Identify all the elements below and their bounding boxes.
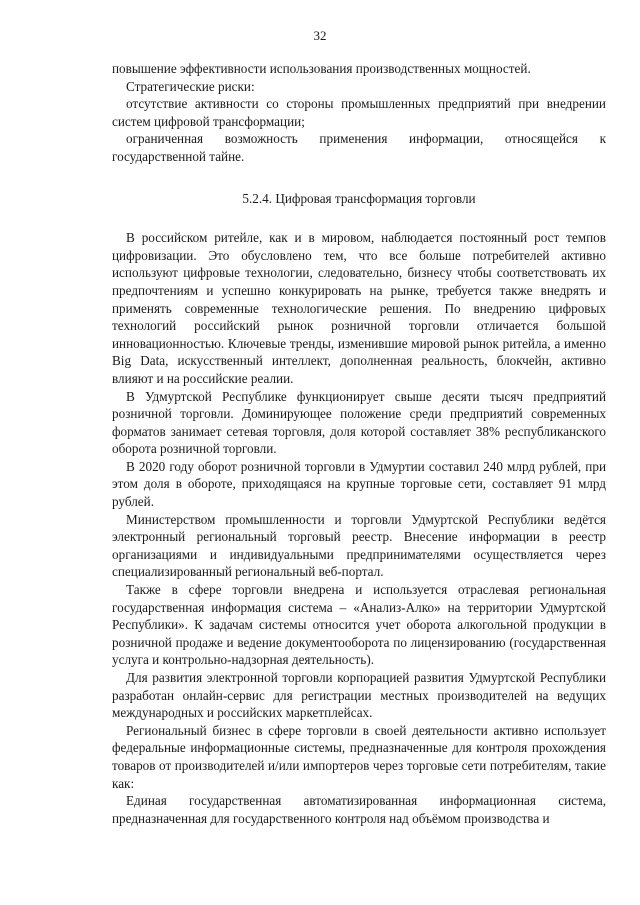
paragraph: Региональный бизнес в сфере торговли в своей деятельности активно использует федеральные информационные системы, предназначенные для контроля прохождения товаров от производителей и/или импортеров через торговые сети потребителям, такие как:: [112, 722, 606, 791]
page-text: [112, 60, 606, 827]
page-number: 32: [313, 28, 327, 43]
section-heading: 5.2.4. Цифровая трансформация торговли: [242, 190, 476, 206]
paragraph: В Удмуртской Республике функционирует свыше десяти тысяч предприятий розничной торговли. Доминирующее положение среди предприятий современных форматов занимает сетевая торговля, доля которой составляет 38% республиканского оборота розничной торговли.: [112, 388, 606, 457]
paragraph: Единая государственная автоматизированная информационная система, предназначенная для государственного контроля над объёмом производства и: [112, 793, 606, 826]
paragraph: Стратегические риски:: [126, 78, 255, 94]
paragraph: ограниченная возможность применения информации, относящейся к государственной тайне.: [112, 131, 606, 164]
paragraph: В российском ритейле, как и в мировом, наблюдается постоянный рост темпов цифровизации. Это обусловлено тем, что все больше потребителей активно используют цифровые технологии, следовательно, бизнесу чтобы соответствовать их предпочтениям и успешно конкурировать на рынке, требуется также внедрять и применять современные технологические решения. По внедрению цифровых технологий российский рынок розничной торговли отличается большой инновационностью. Ключевые тренды, изменившие мировой рынок ритейла, а именно Big Data, искусственный интеллект, дополненная реальность, блокчейн, активно влияют и на российские реалии.: [112, 230, 606, 386]
paragraph: повышение эффективности использования производственных мощностей.: [112, 61, 531, 76]
paragraph: Для развития электронной торговли корпорацией развития Удмуртской Республики разработан онлайн-сервис для регистрации местных производителей на ведущих международных и российских маркетплейсах.: [112, 670, 606, 721]
paragraph: В 2020 году оборот розничной торговли в Удмуртии составил 240 млрд рублей, при этом доля в обороте, приходящаяся на крупные торговые сети, составляет 91 млрд рублей.: [112, 458, 606, 510]
paragraph: Министерством промышленности и торговли Удмуртской Республики ведётся электронный региональный торговый реестр. Внесение информации в реестр организациями и индивидуальными предпринимателями осуществляется через специализированный региональный веб-портал.: [112, 511, 606, 580]
paragraph: отсутствие активности со стороны промышленных предприятий при внедрении систем цифровой трансформации;: [112, 96, 606, 129]
paragraph: Также в сфере торговли внедрена и используется отраслевая региональная государственная информация система – «Анализ-Алко» на территории Удмуртской Республики». К задачам системы относится учет оборота алкогольной продукции в розничной продаже и ведение документооборота по лицензированию (государственная услуга и контрольно-надзорная деятельность).: [112, 582, 606, 668]
